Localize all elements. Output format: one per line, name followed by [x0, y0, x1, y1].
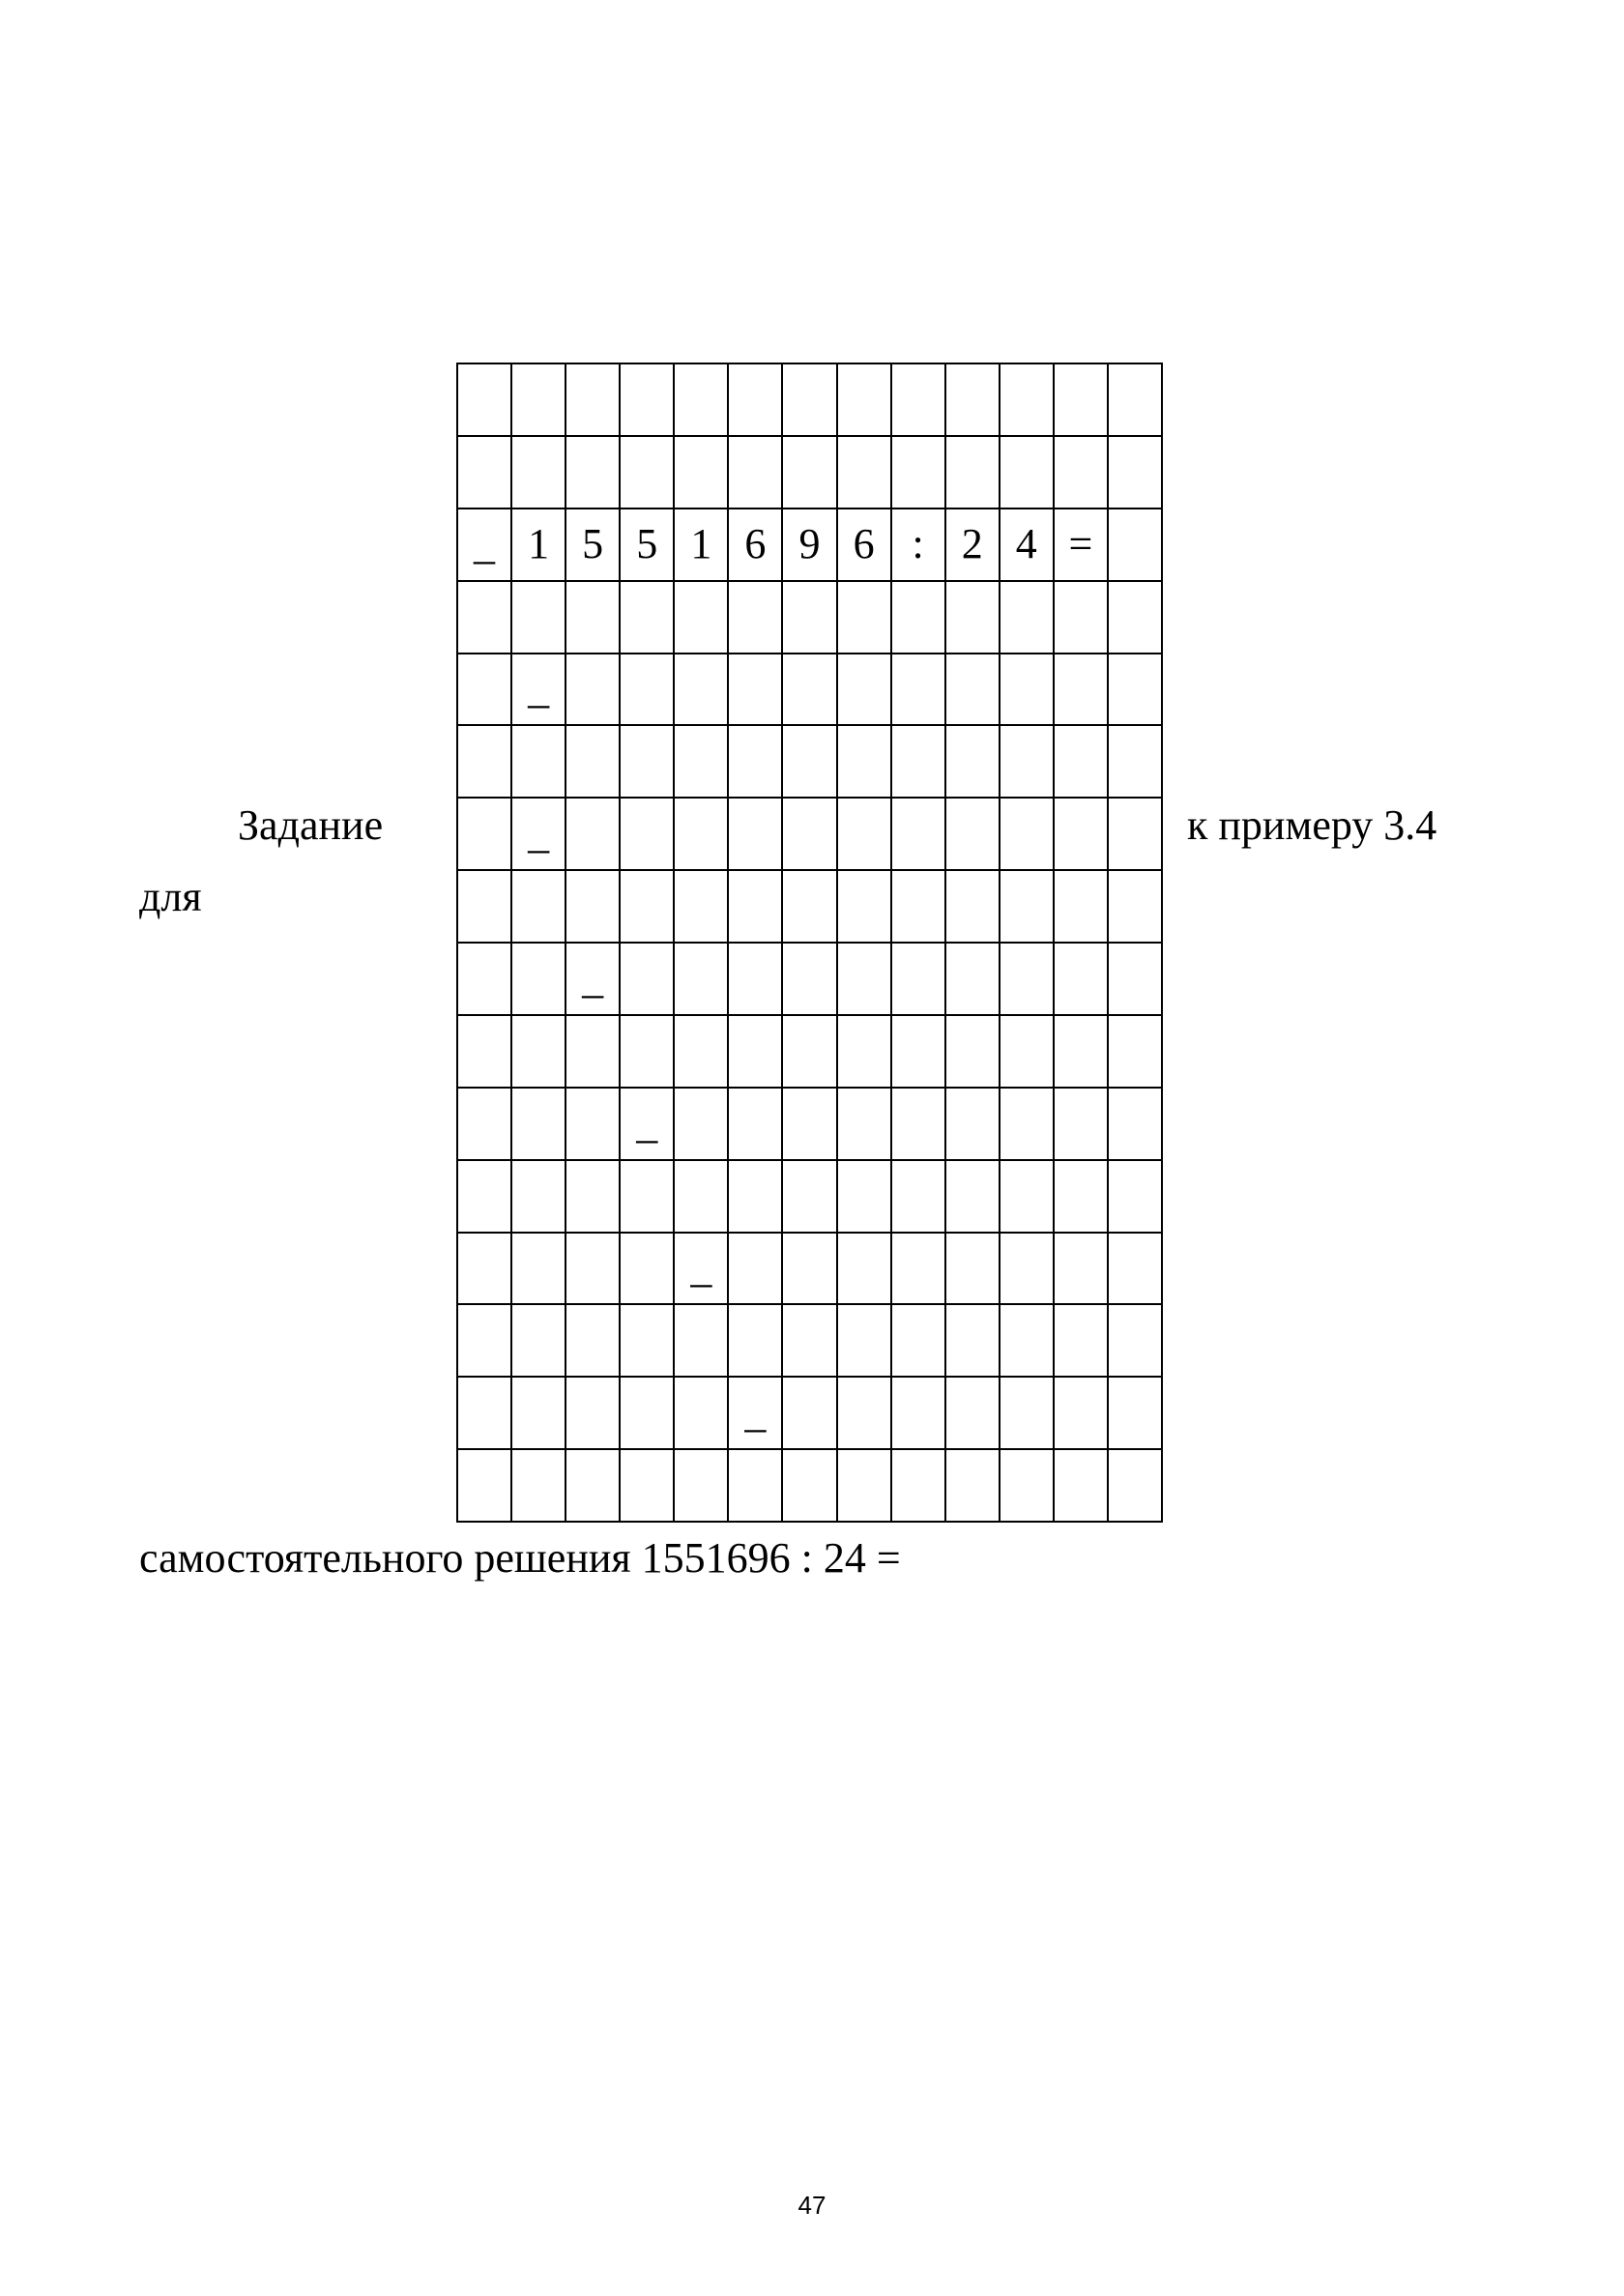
grid-cell	[1109, 1305, 1163, 1378]
grid-cell	[729, 582, 783, 654]
grid-cell	[838, 1450, 892, 1523]
grid-cell	[566, 364, 621, 437]
grid-cell	[1055, 582, 1109, 654]
grid-cell	[675, 1305, 729, 1378]
grid-cell: _	[729, 1378, 783, 1450]
grid-cell	[458, 654, 512, 727]
grid-cell	[729, 437, 783, 509]
grid-cell	[675, 1161, 729, 1234]
grid-cell	[946, 944, 1000, 1016]
grid-cell	[675, 726, 729, 799]
grid-cell	[458, 1161, 512, 1234]
grid-cell	[946, 1378, 1000, 1450]
grid-cell: 1	[675, 509, 729, 582]
grid-cell	[675, 1378, 729, 1450]
grid-cell	[621, 726, 675, 799]
grid-cell	[838, 582, 892, 654]
grid-cell	[458, 1089, 512, 1161]
grid-cell	[566, 1016, 621, 1089]
grid-cell	[892, 871, 946, 944]
grid-cell	[675, 799, 729, 871]
grid-cell	[783, 1016, 837, 1089]
grid-cell	[1109, 509, 1163, 582]
grid-cell	[1055, 364, 1109, 437]
grid-cell	[783, 582, 837, 654]
grid-cell	[783, 364, 837, 437]
grid-cell	[621, 799, 675, 871]
grid-cell	[566, 437, 621, 509]
grid-cell	[512, 1016, 566, 1089]
grid-cell	[1109, 364, 1163, 437]
grid-cell	[566, 1234, 621, 1306]
grid-cell	[1109, 1089, 1163, 1161]
task-label: Задание	[238, 801, 384, 849]
grid-cell	[621, 364, 675, 437]
grid-cell	[621, 437, 675, 509]
grid-cell	[1000, 1378, 1055, 1450]
grid-cell	[1000, 1161, 1055, 1234]
grid-cell	[1000, 437, 1055, 509]
grid-cell	[1055, 799, 1109, 871]
grid-cell	[675, 437, 729, 509]
grid-cell	[621, 1305, 675, 1378]
grid-cell	[838, 944, 892, 1016]
grid-cell	[783, 1089, 837, 1161]
grid-cell	[838, 1378, 892, 1450]
grid-cell	[1109, 1450, 1163, 1523]
grid-cell	[946, 1305, 1000, 1378]
grid-cell	[458, 871, 512, 944]
grid-cell	[783, 1305, 837, 1378]
grid-cell	[838, 1161, 892, 1234]
grid-cell	[621, 1016, 675, 1089]
grid-cell	[1109, 1378, 1163, 1450]
grid-cell	[1055, 1378, 1109, 1450]
grid-cell	[729, 726, 783, 799]
grid-cell	[458, 1016, 512, 1089]
grid-cell	[838, 1016, 892, 1089]
long-division-grid	[456, 363, 1163, 1523]
grid-cell: 6	[838, 509, 892, 582]
for-label: для	[139, 873, 202, 920]
grid-cell	[1055, 437, 1109, 509]
grid-cell	[512, 1378, 566, 1450]
grid-cell	[729, 944, 783, 1016]
grid-cell	[1109, 582, 1163, 654]
grid-cell	[458, 437, 512, 509]
grid-cell	[1055, 944, 1109, 1016]
grid-cell	[783, 1234, 837, 1306]
grid-cell	[946, 1450, 1000, 1523]
grid-cell	[566, 726, 621, 799]
grid-cell	[458, 582, 512, 654]
grid-cell: 9	[783, 509, 837, 582]
grid-cell	[621, 1161, 675, 1234]
example-reference: к примеру 3.4	[1187, 801, 1437, 849]
grid-cell	[512, 1089, 566, 1161]
grid-cell	[783, 654, 837, 727]
grid-cell	[946, 871, 1000, 944]
grid-cell	[566, 654, 621, 727]
grid-cell	[892, 582, 946, 654]
grid-cell	[675, 944, 729, 1016]
grid-cell	[946, 437, 1000, 509]
grid-cell	[892, 1378, 946, 1450]
grid-cell	[946, 1234, 1000, 1306]
grid-cell	[946, 582, 1000, 654]
grid-cell: _	[458, 509, 512, 582]
grid-cell	[512, 1450, 566, 1523]
grid-cell	[729, 1089, 783, 1161]
grid-cell	[458, 1234, 512, 1306]
grid-cell	[892, 364, 946, 437]
grid-cell	[1000, 871, 1055, 944]
grid-cell	[458, 944, 512, 1016]
grid-cell	[1000, 944, 1055, 1016]
grid-cell	[1055, 726, 1109, 799]
grid-cell	[1000, 726, 1055, 799]
grid-cell	[946, 654, 1000, 727]
grid-cell	[675, 1089, 729, 1161]
grid-cell	[621, 1450, 675, 1523]
grid-cell	[1109, 654, 1163, 727]
grid-cell: 1	[512, 509, 566, 582]
grid-cell	[1000, 1234, 1055, 1306]
grid-cell	[729, 1234, 783, 1306]
grid-cell	[512, 1234, 566, 1306]
grid-cell	[783, 1378, 837, 1450]
grid-cell	[783, 799, 837, 871]
grid-cell	[783, 437, 837, 509]
grid-cell: :	[892, 509, 946, 582]
grid-cell	[892, 799, 946, 871]
grid-cell	[512, 437, 566, 509]
grid-cell	[458, 364, 512, 437]
grid-cell	[566, 871, 621, 944]
grid-cell	[1000, 1305, 1055, 1378]
grid-cell	[621, 871, 675, 944]
grid-cell	[892, 726, 946, 799]
grid-cell	[512, 1161, 566, 1234]
grid-cell: _	[512, 654, 566, 727]
grid-cell	[1109, 1161, 1163, 1234]
grid-cell	[566, 582, 621, 654]
grid-cell	[675, 1450, 729, 1523]
grid-cell	[512, 944, 566, 1016]
grid-cell	[1000, 364, 1055, 437]
grid-cell	[892, 1089, 946, 1161]
grid-cell: 5	[566, 509, 621, 582]
grid-cell	[566, 1378, 621, 1450]
grid-cell	[838, 1089, 892, 1161]
grid-cell	[458, 1305, 512, 1378]
grid-cell	[675, 654, 729, 727]
grid-cell	[892, 1161, 946, 1234]
grid-cell	[458, 726, 512, 799]
grid-cell	[838, 1305, 892, 1378]
grid-cell	[512, 1305, 566, 1378]
grid-cell	[946, 1161, 1000, 1234]
grid-cell	[512, 582, 566, 654]
grid-cell	[729, 364, 783, 437]
grid-cell	[1055, 1234, 1109, 1306]
grid-cell	[783, 944, 837, 1016]
grid-cell	[783, 1450, 837, 1523]
grid-cell	[1055, 654, 1109, 727]
grid-cell	[892, 944, 946, 1016]
grid-cell	[1055, 1016, 1109, 1089]
grid-cell	[566, 1089, 621, 1161]
grid-cell	[838, 871, 892, 944]
grid-cell	[1000, 1089, 1055, 1161]
grid-cell	[1055, 1450, 1109, 1523]
grid-cell	[1055, 1161, 1109, 1234]
grid-cell	[1000, 1450, 1055, 1523]
grid-cell	[1109, 437, 1163, 509]
grid-cell	[621, 654, 675, 727]
grid-cell	[1000, 654, 1055, 727]
grid-cell	[783, 871, 837, 944]
grid-cell: _	[566, 944, 621, 1016]
grid-cell	[783, 1161, 837, 1234]
grid-cell: 4	[1000, 509, 1055, 582]
grid-cell	[729, 654, 783, 727]
grid-cell	[1109, 799, 1163, 871]
grid-cell	[621, 582, 675, 654]
grid-cell	[1000, 799, 1055, 871]
grid-cell	[838, 437, 892, 509]
grid-cell	[458, 1378, 512, 1450]
grid-cell	[729, 1305, 783, 1378]
self-study-expression: самостоятельного решения 1551696 : 24 =	[139, 1534, 901, 1582]
grid-cell	[838, 654, 892, 727]
grid-cell	[729, 1161, 783, 1234]
grid-cell	[838, 364, 892, 437]
grid-cell	[621, 1234, 675, 1306]
grid-cell	[675, 364, 729, 437]
grid-cell	[892, 1234, 946, 1306]
grid-cell	[512, 364, 566, 437]
grid-cell	[892, 1305, 946, 1378]
grid-cell	[1109, 1234, 1163, 1306]
grid-cell	[512, 871, 566, 944]
grid-cell	[946, 1089, 1000, 1161]
grid-cell	[729, 799, 783, 871]
grid-cell	[566, 1450, 621, 1523]
grid-cell	[566, 1305, 621, 1378]
page-number: 47	[798, 2191, 826, 2220]
grid-cell	[1109, 1016, 1163, 1089]
grid-cell	[946, 726, 1000, 799]
grid-cell	[729, 1016, 783, 1089]
grid-cell: 2	[946, 509, 1000, 582]
grid-cell	[892, 1450, 946, 1523]
grid-cell	[892, 654, 946, 727]
grid-cell	[675, 1016, 729, 1089]
grid-cell	[729, 871, 783, 944]
grid-cell: _	[675, 1234, 729, 1306]
grid-cell	[892, 1016, 946, 1089]
grid-cell	[838, 726, 892, 799]
grid-cell	[1055, 1305, 1109, 1378]
grid-cell	[946, 799, 1000, 871]
grid-cell	[946, 1016, 1000, 1089]
grid-cell	[1055, 1089, 1109, 1161]
grid-cell	[512, 726, 566, 799]
grid-cell: 5	[621, 509, 675, 582]
grid-cell	[1109, 871, 1163, 944]
grid-cell	[1000, 582, 1055, 654]
grid-cell: _	[621, 1089, 675, 1161]
grid-cell	[729, 1450, 783, 1523]
grid-cell	[621, 1378, 675, 1450]
grid-cell	[566, 1161, 621, 1234]
grid-cell	[621, 944, 675, 1016]
grid-cell	[946, 364, 1000, 437]
grid-cell: 6	[729, 509, 783, 582]
grid-cell	[675, 582, 729, 654]
grid-cell	[838, 799, 892, 871]
grid-cell	[1109, 944, 1163, 1016]
grid-cell	[458, 799, 512, 871]
grid-cell	[1055, 871, 1109, 944]
grid-cell: =	[1055, 509, 1109, 582]
grid-cell	[458, 1450, 512, 1523]
grid-cell	[1109, 726, 1163, 799]
grid-cell	[892, 437, 946, 509]
grid-cell	[838, 1234, 892, 1306]
grid-cell	[783, 726, 837, 799]
grid-cell	[1000, 1016, 1055, 1089]
grid-cell	[566, 799, 621, 871]
grid-cell	[675, 871, 729, 944]
grid-cell: _	[512, 799, 566, 871]
